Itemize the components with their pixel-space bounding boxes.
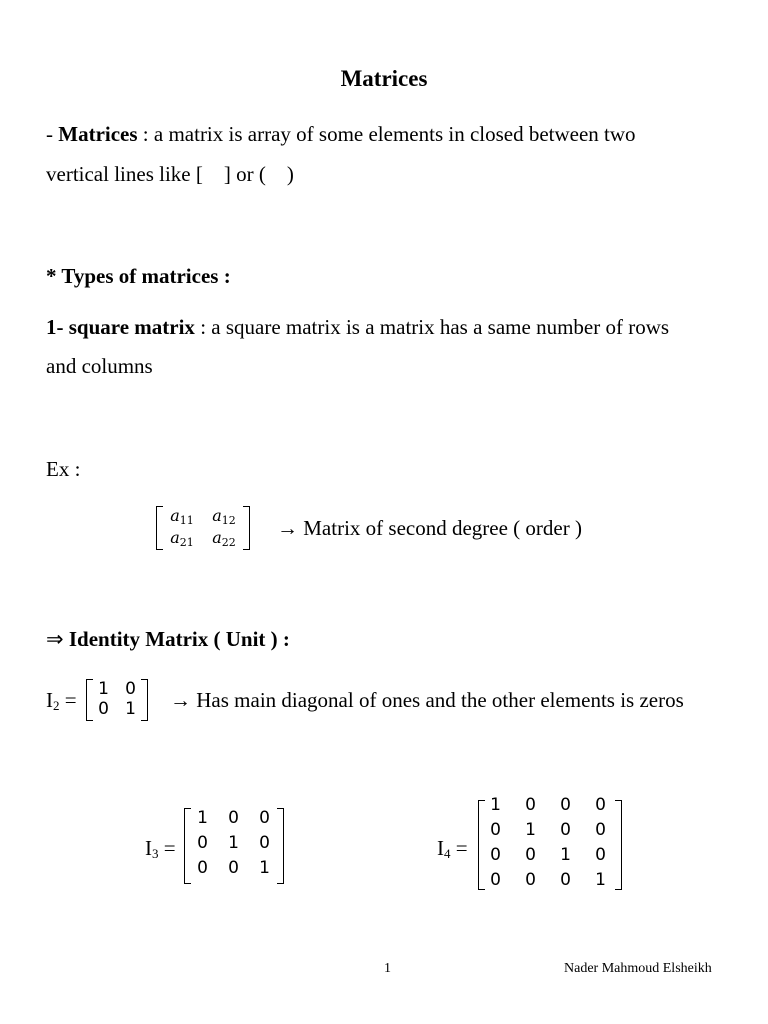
definition-line-2: vertical lines like [ ] or ( ): [46, 162, 294, 186]
matrix-subscript: 22: [221, 536, 236, 549]
matrix-variable: a: [212, 528, 222, 547]
i4-matrix-cell: 0: [490, 845, 501, 865]
definition-line-1: [46, 122, 636, 147]
i2-description: → Has main diagonal of ones and the other elements is zeros: [170, 688, 684, 712]
example-description: → Matrix of second degree ( order ): [277, 516, 582, 540]
example-label: Ex :: [46, 457, 81, 481]
i4-letter: I: [437, 836, 444, 860]
i2-matrix-cell: 1: [98, 679, 109, 699]
i4-subscript: 4: [444, 846, 451, 861]
i2-label: [46, 688, 77, 714]
matrix-subscript: 11: [179, 514, 194, 527]
i4-matrix-cell: 0: [490, 870, 501, 890]
i3-matrix-cell: 0: [259, 833, 270, 853]
i2-matrix-cell: 0: [125, 679, 136, 699]
i4-matrix-cell: 0: [560, 795, 571, 815]
i4-matrix-cell: 1: [525, 820, 536, 840]
matrix-variable: a: [170, 528, 180, 547]
i3-matrix-cell: 1: [197, 808, 208, 828]
i4-matrix-cell: 0: [595, 795, 606, 815]
i2-letter: I: [46, 688, 53, 712]
i2-subscript: 2: [53, 698, 60, 713]
i3-subscript: 3: [152, 846, 159, 861]
i4-matrix-cell: 1: [490, 795, 501, 815]
page-number: 1: [384, 961, 391, 976]
footer-author: Nader Mahmoud Elsheikh: [564, 961, 712, 976]
example-matrix-cell: [162, 528, 202, 549]
i4-matrix-cell: 0: [525, 870, 536, 890]
i4-equals: =: [450, 836, 468, 860]
square-matrix-text: : a square matrix is a matrix has a same number of rows: [194, 315, 670, 339]
i4-matrix-cell: 0: [560, 870, 571, 890]
i2-matrix: [86, 679, 148, 721]
implies-arrow-icon: ⇒: [46, 627, 64, 651]
identity-heading-text: Identity Matrix ( Unit ) :: [63, 627, 290, 651]
i4-matrix-cell: 0: [525, 845, 536, 865]
matrix-variable: a: [212, 506, 222, 525]
example-matrix-cell: [204, 506, 244, 527]
i2-matrix-cell: 0: [98, 699, 109, 719]
definition-text: : a matrix is array of some elements in closed between two: [137, 122, 636, 146]
definition-term: Matrices: [58, 122, 138, 146]
i3-matrix: [184, 808, 284, 884]
types-heading: [46, 264, 231, 289]
i3-matrix-cell: 0: [259, 808, 270, 828]
i4-matrix-cell: 0: [525, 795, 536, 815]
i4-label: [437, 836, 468, 862]
i3-matrix-cell: 1: [228, 833, 239, 853]
i4-matrix-cell: 0: [560, 820, 571, 840]
matrix-variable: a: [170, 506, 180, 525]
i3-matrix-cell: 1: [259, 858, 270, 878]
i3-matrix-cell: 0: [197, 833, 208, 853]
i4-matrix-cell: 0: [490, 820, 501, 840]
i3-equals: =: [158, 836, 176, 860]
i4-matrix-cell: 0: [595, 820, 606, 840]
i4-matrix: [478, 795, 622, 890]
i3-matrix-cell: 0: [197, 858, 208, 878]
i4-matrix-cell: 1: [595, 870, 606, 890]
matrix-subscript: 21: [179, 536, 194, 549]
i4-matrix-cell: 1: [560, 845, 571, 865]
matrix-subscript: 12: [221, 514, 236, 527]
i3-label: [145, 836, 176, 862]
i3-matrix-cell: 0: [228, 858, 239, 878]
right-bracket: [243, 506, 250, 550]
types-heading-text: * Types of matrices :: [46, 264, 231, 288]
i3-letter: I: [145, 836, 152, 860]
example-matrix-cell: [162, 506, 202, 527]
page-title: Matrices: [340, 66, 428, 91]
definition-dash: -: [46, 122, 59, 146]
i4-matrix-cell: 0: [595, 845, 606, 865]
square-matrix-line-1: [46, 315, 669, 340]
i3-matrix-cell: 0: [228, 808, 239, 828]
i2-equals: =: [59, 688, 77, 712]
square-matrix-line-2: and columns: [46, 354, 153, 378]
i2-matrix-cell: 1: [125, 699, 136, 719]
example-matrix-cell: [204, 528, 244, 549]
example-matrix: [156, 506, 250, 550]
square-matrix-term: 1- square matrix: [46, 315, 195, 339]
identity-heading: [46, 627, 290, 652]
